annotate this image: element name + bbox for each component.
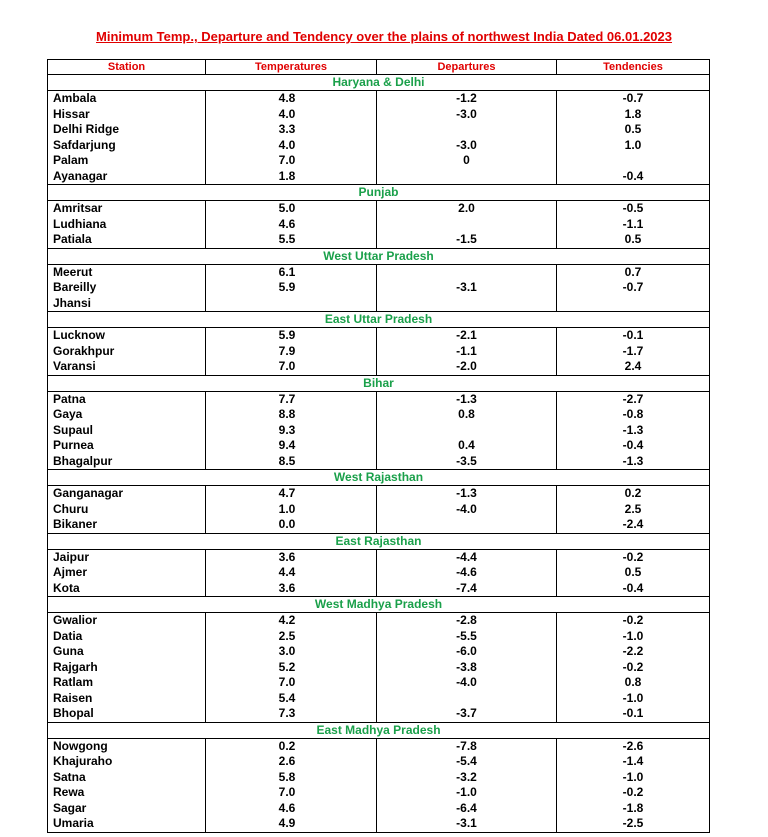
table-row (48, 738, 710, 754)
departure-cell: -1.3 (377, 486, 557, 502)
table-row (48, 785, 710, 801)
tendency-cell: -1.4 (557, 754, 710, 770)
temperature-cell: 7.0 (206, 785, 377, 801)
tendency-cell: -0.1 (557, 706, 710, 722)
tendency-cell: -0.4 (557, 169, 710, 185)
departure-cell: 0 (377, 153, 557, 169)
station-cell: Umaria (48, 816, 206, 832)
region-name: West Uttar Pradesh (48, 248, 710, 264)
region-name: Punjab (48, 185, 710, 201)
tendency-cell: -0.4 (557, 438, 710, 454)
temperature-cell: 8.5 (206, 454, 377, 470)
region-name: East Uttar Pradesh (48, 312, 710, 328)
station-cell: Safdarjung (48, 138, 206, 154)
temperature-cell: 3.0 (206, 644, 377, 660)
temperature-cell: 4.4 (206, 565, 377, 581)
tendency-cell: -0.2 (557, 549, 710, 565)
table-row (48, 454, 710, 470)
departure-cell: -3.5 (377, 454, 557, 470)
temperature-table (47, 59, 710, 833)
table-row (48, 107, 710, 123)
table-row (48, 502, 710, 518)
station-cell: Nowgong (48, 738, 206, 754)
region-row (48, 597, 710, 613)
station-cell: Gwalior (48, 613, 206, 629)
station-cell: Satna (48, 770, 206, 786)
tendency-cell: -1.1 (557, 217, 710, 233)
temperature-cell: 5.8 (206, 770, 377, 786)
station-cell: Ganganagar (48, 486, 206, 502)
departure-cell: -5.5 (377, 629, 557, 645)
table-row (48, 660, 710, 676)
station-cell: Gorakhpur (48, 344, 206, 360)
temperature-cell: 3.3 (206, 122, 377, 138)
table-row (48, 613, 710, 629)
table-row (48, 486, 710, 502)
region-row (48, 533, 710, 549)
station-cell: Khajuraho (48, 754, 206, 770)
station-cell: Raisen (48, 691, 206, 707)
tendency-cell: 0.8 (557, 675, 710, 691)
region-name: East Madhya Pradesh (48, 722, 710, 738)
table-row (48, 91, 710, 107)
departure-cell: -1.2 (377, 91, 557, 107)
temperature-cell: 7.0 (206, 359, 377, 375)
station-cell: Patna (48, 391, 206, 407)
table-row (48, 517, 710, 533)
table-row (48, 359, 710, 375)
station-cell: Bhopal (48, 706, 206, 722)
header-station: Station (48, 60, 206, 75)
station-cell: Ayanagar (48, 169, 206, 185)
table-row (48, 770, 710, 786)
temperature-cell: 4.6 (206, 801, 377, 817)
tendency-cell: 0.2 (557, 486, 710, 502)
station-cell: Rewa (48, 785, 206, 801)
tendency-cell: -0.2 (557, 785, 710, 801)
table-row (48, 391, 710, 407)
departure-cell: -1.0 (377, 785, 557, 801)
table-header-row (48, 60, 710, 75)
region-name: West Rajasthan (48, 470, 710, 486)
tendency-cell: -0.8 (557, 407, 710, 423)
table-row (48, 423, 710, 439)
departure-cell: -4.4 (377, 549, 557, 565)
temperature-cell: 8.8 (206, 407, 377, 423)
table-row (48, 629, 710, 645)
region-row (48, 470, 710, 486)
table-row (48, 122, 710, 138)
temperature-cell: 4.0 (206, 138, 377, 154)
temperature-cell: 5.0 (206, 201, 377, 217)
station-cell: Churu (48, 502, 206, 518)
temperature-cell: 7.0 (206, 153, 377, 169)
tendency-cell: -2.5 (557, 816, 710, 832)
table-body (48, 75, 710, 833)
temperature-cell: 4.0 (206, 107, 377, 123)
departure-cell (377, 264, 557, 280)
station-cell: Delhi Ridge (48, 122, 206, 138)
temperature-cell: 3.6 (206, 581, 377, 597)
departure-cell: -3.8 (377, 660, 557, 676)
region-row (48, 375, 710, 391)
table-row (48, 816, 710, 832)
tendency-cell: 0.7 (557, 264, 710, 280)
station-cell: Kota (48, 581, 206, 597)
station-cell: Patiala (48, 232, 206, 248)
header-departures: Departures (377, 60, 557, 75)
temperature-cell: 2.6 (206, 754, 377, 770)
table-row (48, 138, 710, 154)
region-row (48, 75, 710, 91)
tendency-cell: -0.2 (557, 660, 710, 676)
station-cell: Sagar (48, 801, 206, 817)
departure-cell: 0.4 (377, 438, 557, 454)
temperature-cell: 7.3 (206, 706, 377, 722)
departure-cell: -1.3 (377, 391, 557, 407)
departure-cell (377, 122, 557, 138)
region-name: West Madhya Pradesh (48, 597, 710, 613)
station-cell: Jhansi (48, 296, 206, 312)
departure-cell (377, 296, 557, 312)
departure-cell: -2.1 (377, 328, 557, 344)
departure-cell: 0.8 (377, 407, 557, 423)
departure-cell: -3.0 (377, 138, 557, 154)
table-row (48, 153, 710, 169)
tendency-cell (557, 296, 710, 312)
tendency-cell: -1.3 (557, 423, 710, 439)
station-cell: Rajgarh (48, 660, 206, 676)
departure-cell: -4.0 (377, 675, 557, 691)
temperature-cell: 4.2 (206, 613, 377, 629)
table-row (48, 706, 710, 722)
station-cell: Meerut (48, 264, 206, 280)
document-title: Minimum Temp., Departure and Tendency over the plains of northwest India Dated 06.01.2023 (96, 29, 672, 44)
table-row (48, 407, 710, 423)
temperature-cell: 1.0 (206, 502, 377, 518)
tendency-cell: -0.4 (557, 581, 710, 597)
departure-cell: -2.0 (377, 359, 557, 375)
table-row (48, 280, 710, 296)
departure-cell: -7.4 (377, 581, 557, 597)
departure-cell (377, 517, 557, 533)
temperature-cell: 0.0 (206, 517, 377, 533)
temperature-cell: 5.5 (206, 232, 377, 248)
table-row (48, 549, 710, 565)
temperature-cell: 5.2 (206, 660, 377, 676)
tendency-cell: -1.0 (557, 629, 710, 645)
departure-cell: -1.5 (377, 232, 557, 248)
station-cell: Jaipur (48, 549, 206, 565)
region-name: East Rajasthan (48, 533, 710, 549)
tendency-cell (557, 153, 710, 169)
station-cell: Ratlam (48, 675, 206, 691)
departure-cell: -3.2 (377, 770, 557, 786)
temperature-cell: 4.9 (206, 816, 377, 832)
departure-cell: -3.1 (377, 816, 557, 832)
temperature-cell: 7.7 (206, 391, 377, 407)
region-row (48, 185, 710, 201)
station-cell: Guna (48, 644, 206, 660)
temperature-cell: 7.0 (206, 675, 377, 691)
table-row (48, 328, 710, 344)
table-row (48, 344, 710, 360)
station-cell: Purnea (48, 438, 206, 454)
table-row (48, 217, 710, 233)
table-row (48, 581, 710, 597)
table-row (48, 691, 710, 707)
departure-cell: 2.0 (377, 201, 557, 217)
station-cell: Ajmer (48, 565, 206, 581)
station-cell: Supaul (48, 423, 206, 439)
region-row (48, 722, 710, 738)
region-row (48, 312, 710, 328)
header-temperatures: Temperatures (206, 60, 377, 75)
temperature-cell: 4.8 (206, 91, 377, 107)
tendency-cell: 0.5 (557, 122, 710, 138)
table-row (48, 644, 710, 660)
temperature-cell: 2.5 (206, 629, 377, 645)
temperature-cell: 9.4 (206, 438, 377, 454)
departure-cell: -2.8 (377, 613, 557, 629)
departure-cell: -3.0 (377, 107, 557, 123)
tendency-cell: 0.5 (557, 232, 710, 248)
header-tendencies: Tendencies (557, 60, 710, 75)
departure-cell: -3.1 (377, 280, 557, 296)
tendency-cell: -0.7 (557, 91, 710, 107)
station-cell: Bareilly (48, 280, 206, 296)
region-row (48, 248, 710, 264)
departure-cell (377, 691, 557, 707)
temperature-cell: 4.7 (206, 486, 377, 502)
tendency-cell: -2.7 (557, 391, 710, 407)
tendency-cell: -0.2 (557, 613, 710, 629)
departure-cell: -3.7 (377, 706, 557, 722)
table-row (48, 232, 710, 248)
table-row (48, 201, 710, 217)
tendency-cell: -2.4 (557, 517, 710, 533)
departure-cell: -4.0 (377, 502, 557, 518)
tendency-cell: 2.4 (557, 359, 710, 375)
station-cell: Gaya (48, 407, 206, 423)
departure-cell (377, 217, 557, 233)
tendency-cell: -1.0 (557, 770, 710, 786)
station-cell: Varansi (48, 359, 206, 375)
temperature-cell: 5.9 (206, 280, 377, 296)
temperature-cell: 9.3 (206, 423, 377, 439)
region-name: Haryana & Delhi (48, 75, 710, 91)
station-cell: Bhagalpur (48, 454, 206, 470)
table-row (48, 264, 710, 280)
tendency-cell: -1.7 (557, 344, 710, 360)
station-cell: Ambala (48, 91, 206, 107)
departure-cell: -1.1 (377, 344, 557, 360)
departure-cell: -6.4 (377, 801, 557, 817)
temperature-cell: 0.2 (206, 738, 377, 754)
temperature-cell: 6.1 (206, 264, 377, 280)
tendency-cell: -2.2 (557, 644, 710, 660)
departure-cell: -4.6 (377, 565, 557, 581)
tendency-cell: -1.0 (557, 691, 710, 707)
tendency-cell: 1.0 (557, 138, 710, 154)
station-cell: Lucknow (48, 328, 206, 344)
station-cell: Hissar (48, 107, 206, 123)
temperature-cell (206, 296, 377, 312)
temperature-cell: 3.6 (206, 549, 377, 565)
station-cell: Palam (48, 153, 206, 169)
region-name: Bihar (48, 375, 710, 391)
table-row (48, 169, 710, 185)
table-row (48, 754, 710, 770)
tendency-cell: -0.5 (557, 201, 710, 217)
departure-cell: -6.0 (377, 644, 557, 660)
temperature-cell: 5.4 (206, 691, 377, 707)
station-cell: Amritsar (48, 201, 206, 217)
table-row (48, 675, 710, 691)
tendency-cell: -0.7 (557, 280, 710, 296)
tendency-cell: 2.5 (557, 502, 710, 518)
table-row (48, 438, 710, 454)
departure-cell (377, 169, 557, 185)
station-cell: Ludhiana (48, 217, 206, 233)
tendency-cell: -1.8 (557, 801, 710, 817)
tendency-cell: 1.8 (557, 107, 710, 123)
temperature-cell: 1.8 (206, 169, 377, 185)
station-cell: Datia (48, 629, 206, 645)
temperature-cell: 7.9 (206, 344, 377, 360)
tendency-cell: -2.6 (557, 738, 710, 754)
departure-cell: -7.8 (377, 738, 557, 754)
tendency-cell: 0.5 (557, 565, 710, 581)
table-row (48, 801, 710, 817)
departure-cell: -5.4 (377, 754, 557, 770)
temperature-cell: 5.9 (206, 328, 377, 344)
table-row (48, 296, 710, 312)
station-cell: Bikaner (48, 517, 206, 533)
table-row (48, 565, 710, 581)
departure-cell (377, 423, 557, 439)
tendency-cell: -1.3 (557, 454, 710, 470)
temperature-cell: 4.6 (206, 217, 377, 233)
tendency-cell: -0.1 (557, 328, 710, 344)
